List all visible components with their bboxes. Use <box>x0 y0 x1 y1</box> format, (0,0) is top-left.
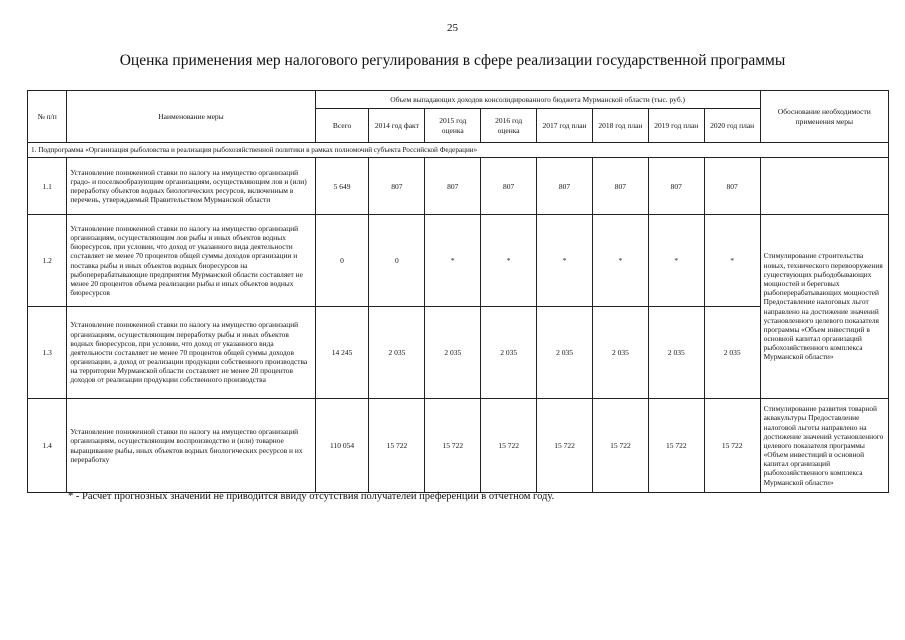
value-2020: * <box>704 215 760 307</box>
measure-name: Установление пониженной ставки по налогу на имущество организаций градо- и поселкообразующим организациям, осуществляющим лов и (или) переработку объектов водных биологических ресурсов, включенным в перечень, утверждаемый Правительством Мурманской области <box>67 158 315 215</box>
header-budget-group: Объем выпадающих доходов консолидированного бюджета Мурманской области (тыс. руб.) <box>315 91 760 109</box>
value-2017: * <box>537 215 593 307</box>
header-2017: 2017 год план <box>537 109 593 143</box>
row-num: 1.4 <box>28 399 67 493</box>
header-2019: 2019 год план <box>648 109 704 143</box>
value-total: 0 <box>315 215 369 307</box>
value-2020: 807 <box>704 158 760 215</box>
value-2018: 2 035 <box>592 307 648 399</box>
justification-merged: Стимулирование строительства новых, технического перевооружения существующих рыбодобывающих мощностей и береговых рыбоперерабатывающих мощностей Предоставление налоговых льгот направлено на достижение значений установленного целевого показателя программы «Объем инвестиций в основной капитал организаций рыбохозяйственного комплекса Мурманской области» <box>760 215 888 399</box>
justification-empty <box>760 158 888 215</box>
value-2015: 807 <box>425 158 481 215</box>
value-2019: 807 <box>648 158 704 215</box>
value-total: 110 054 <box>315 399 369 493</box>
value-2019: * <box>648 215 704 307</box>
page-title: Оценка применения мер налогового регулирования в сфере реализации государственной программы <box>119 52 786 69</box>
value-2015: 15 722 <box>425 399 481 493</box>
value-2016: 15 722 <box>481 399 537 493</box>
measure-name: Установление пониженной ставки по налогу на имущество организаций организациям, осуществляющим воспроизводство и (или) товарное выращивание рыбы, иных объектов водных биологических ресурсов и их переработку <box>67 399 315 493</box>
value-2015: 2 035 <box>425 307 481 399</box>
measure-name: Установление пониженной ставки по налогу на имущество организаций организациям, осуществляющим переработку рыбы и иных объектов водных биоресурсов, при условии, что доход от указанного вида деятельности составляет не менее 70 процентов общей суммы доходов организации, а доход от реализации продукции собственного производства на территории Мурманской области составляет не менее 20 процентов доходов от реализации продукции собственного производства <box>67 307 315 399</box>
header-2020: 2020 год план <box>704 109 760 143</box>
header-justification: Обоснование необходимости применения меры <box>760 91 888 143</box>
value-2020: 2 035 <box>704 307 760 399</box>
justification-row4: Стимулирование развития товарной аквакультуры Предоставление налоговой льготы направлено на достижение значений установленного целевого показателя программы «Объем инвестиций в основной капитал организаций рыбохозяйственного комплекса Мурманской области» <box>760 399 888 493</box>
header-2018: 2018 год план <box>592 109 648 143</box>
header-num: № п/п <box>28 91 67 143</box>
value-2016: * <box>481 215 537 307</box>
value-2014: 15 722 <box>369 399 425 493</box>
page-number: 25 <box>447 22 458 34</box>
table-row <box>28 307 889 399</box>
table-row <box>28 215 889 307</box>
value-total: 5 649 <box>315 158 369 215</box>
value-total: 14 245 <box>315 307 369 399</box>
header-2016: 2016 год оценка <box>481 109 537 143</box>
value-2018: 15 722 <box>592 399 648 493</box>
value-2014: 807 <box>369 158 425 215</box>
table-row <box>28 158 889 215</box>
header-2014: 2014 год факт <box>369 109 425 143</box>
value-2019: 15 722 <box>648 399 704 493</box>
value-2017: 2 035 <box>537 307 593 399</box>
value-2019: 2 035 <box>648 307 704 399</box>
measure-name: Установление пониженной ставки по налогу на имущество организаций организациям, осуществляющим лов рыбы и иных объектов водных биоресурсов, при условии, что доход от указанного вида деятельности составляет не менее 70 процентов общей суммы доходов организации и поставка рыбы и иных объектов водных биоресурсов на рыбоперерабатывающие предприятия Мурманской области составляет не менее 20 процентов объема реализации рыбы и иных объектов водных биоресурсов <box>67 215 315 307</box>
subprogram-row: 1. Подпрограмма «Организация рыболовства и реализация рыбохозяйственной политики в рамках полномочий субъекта Российской Федерации» <box>28 143 889 158</box>
footnote: * - Расчет прогнозных значений не приводится ввиду отсутствия получателей преференции в отчетном году. <box>68 491 555 502</box>
value-2014: 0 <box>369 215 425 307</box>
row-num: 1.1 <box>28 158 67 215</box>
header-name: Наименование меры <box>67 91 315 143</box>
row-num: 1.2 <box>28 215 67 307</box>
value-2018: * <box>592 215 648 307</box>
header-total: Всего <box>315 109 369 143</box>
value-2014: 2 035 <box>369 307 425 399</box>
row-num: 1.3 <box>28 307 67 399</box>
value-2016: 2 035 <box>481 307 537 399</box>
value-2017: 15 722 <box>537 399 593 493</box>
header-2015: 2015 год оценка <box>425 109 481 143</box>
value-2016: 807 <box>481 158 537 215</box>
value-2017: 807 <box>537 158 593 215</box>
table-row <box>28 399 889 493</box>
value-2020: 15 722 <box>704 399 760 493</box>
tax-measures-table <box>27 90 889 493</box>
value-2018: 807 <box>592 158 648 215</box>
value-2015: * <box>425 215 481 307</box>
